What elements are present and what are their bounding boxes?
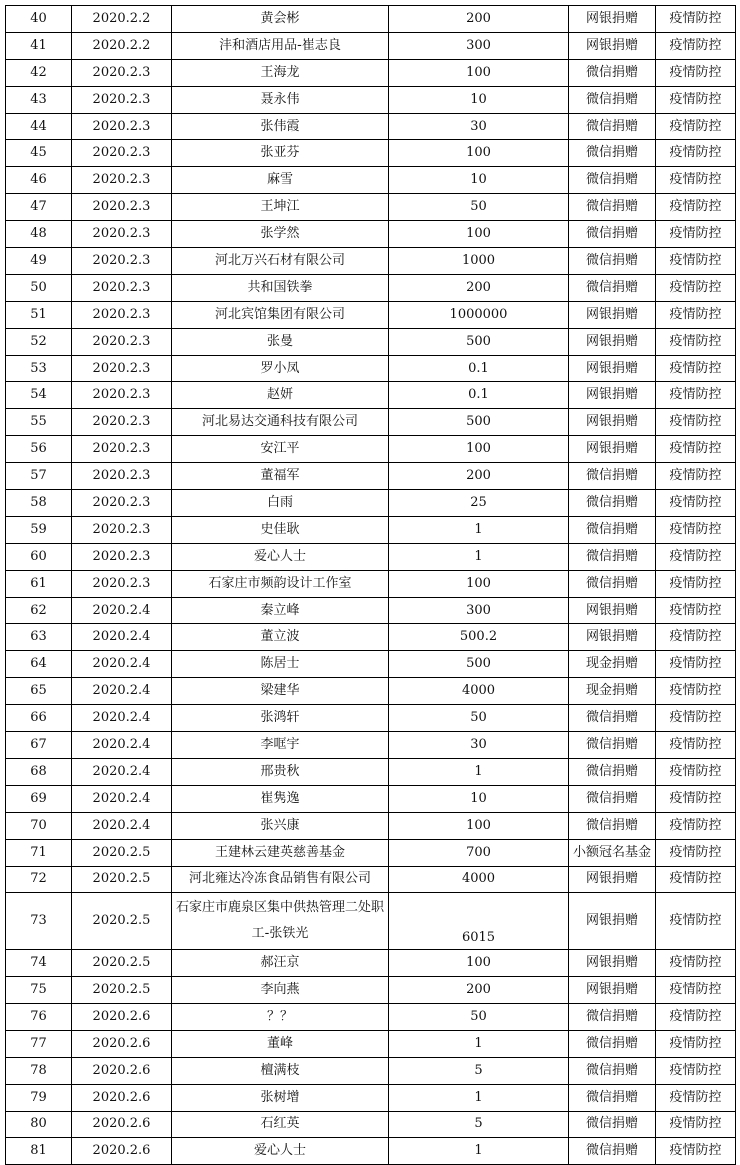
donation-purpose: 疫情防控 [656,194,736,221]
donation-purpose: 疫情防控 [656,516,736,543]
row-number: 41 [6,32,72,59]
donation-purpose: 疫情防控 [656,1030,736,1057]
row-number: 71 [6,839,72,866]
donation-amount: 50 [389,1003,569,1030]
row-number: 70 [6,812,72,839]
table-row [6,194,736,221]
donation-purpose: 疫情防控 [656,785,736,812]
donation-purpose: 疫情防控 [656,732,736,759]
row-number: 50 [6,274,72,301]
table-row [6,328,736,355]
donation-method: 网银捐赠 [569,950,656,977]
donation-amount: 100 [389,59,569,86]
row-number: 74 [6,950,72,977]
table-row [6,1003,736,1030]
donation-method: 微信捐赠 [569,1057,656,1084]
donation-amount: 100 [389,950,569,977]
row-number: 59 [6,516,72,543]
donation-date: 2020.2.4 [72,758,172,785]
table-row [6,543,736,570]
donation-date: 2020.2.3 [72,113,172,140]
donation-method: 微信捐赠 [569,1084,656,1111]
donation-purpose: 疫情防控 [656,436,736,463]
table-row [6,516,736,543]
donation-date: 2020.2.5 [72,839,172,866]
donor-name: 安江平 [172,436,389,463]
row-number: 60 [6,543,72,570]
donation-purpose: 疫情防控 [656,1111,736,1138]
donation-purpose: 疫情防控 [656,624,736,651]
donation-method: 微信捐赠 [569,140,656,167]
donation-date: 2020.2.6 [72,1084,172,1111]
donation-amount: 300 [389,32,569,59]
donation-method: 网银捐赠 [569,328,656,355]
donation-date: 2020.2.6 [72,1111,172,1138]
table-row [6,705,736,732]
donation-purpose: 疫情防控 [656,167,736,194]
table-row [6,1138,736,1165]
donor-name: 张曼 [172,328,389,355]
donation-method: 网银捐赠 [569,977,656,1004]
donor-name: 张鸿轩 [172,705,389,732]
donation-date: 2020.2.4 [72,732,172,759]
table-row [6,732,736,759]
donor-name: 李哐宇 [172,732,389,759]
donation-date: 2020.2.3 [72,328,172,355]
table-row [6,1084,736,1111]
donor-name: 河北雍达冷冻食品销售有限公司 [172,866,389,893]
table-row [6,1111,736,1138]
donor-name: 张兴康 [172,812,389,839]
donation-method: 微信捐赠 [569,1003,656,1030]
donation-amount: 10 [389,785,569,812]
row-number: 47 [6,194,72,221]
donation-date: 2020.2.4 [72,651,172,678]
row-number: 72 [6,866,72,893]
donation-purpose: 疫情防控 [656,301,736,328]
row-number: 49 [6,248,72,275]
row-number: 79 [6,1084,72,1111]
donor-name: 王坤江 [172,194,389,221]
donation-amount: 100 [389,436,569,463]
donor-name: ？？ [172,1003,389,1030]
donation-date: 2020.2.3 [72,167,172,194]
donation-date: 2020.2.6 [72,1030,172,1057]
donor-name: 麻雪 [172,167,389,194]
donation-method: 微信捐赠 [569,570,656,597]
donation-date: 2020.2.5 [72,866,172,893]
row-number: 48 [6,221,72,248]
donation-method: 微信捐赠 [569,516,656,543]
donation-purpose: 疫情防控 [656,382,736,409]
table-row [6,758,736,785]
donation-date: 2020.2.3 [72,274,172,301]
donor-name: 檀满枝 [172,1057,389,1084]
donation-purpose: 疫情防控 [656,1057,736,1084]
donation-method: 网银捐赠 [569,355,656,382]
donor-name: 黄会彬 [172,6,389,33]
donation-method: 网银捐赠 [569,32,656,59]
table-row [6,866,736,893]
donor-name: 张亚芬 [172,140,389,167]
donation-purpose: 疫情防控 [656,328,736,355]
donor-name: 董立波 [172,624,389,651]
donation-date: 2020.2.3 [72,543,172,570]
table-row [6,570,736,597]
donation-date: 2020.2.4 [72,705,172,732]
donation-amount: 100 [389,812,569,839]
donation-date: 2020.2.2 [72,32,172,59]
donor-name: 石家庄市鹿泉区集中供热管理二处职工-张铁光 [172,893,389,950]
donation-purpose: 疫情防控 [656,86,736,113]
row-number: 69 [6,785,72,812]
donation-purpose: 疫情防控 [656,59,736,86]
donation-amount: 4000 [389,866,569,893]
donation-method: 网银捐赠 [569,436,656,463]
row-number: 54 [6,382,72,409]
table-row [6,678,736,705]
donation-method: 微信捐赠 [569,194,656,221]
donation-purpose: 疫情防控 [656,409,736,436]
table-row [6,1030,736,1057]
donation-method: 微信捐赠 [569,1111,656,1138]
donation-purpose: 疫情防控 [656,651,736,678]
row-number: 43 [6,86,72,113]
donation-amount: 50 [389,705,569,732]
donation-method: 网银捐赠 [569,382,656,409]
donation-purpose: 疫情防控 [656,32,736,59]
donor-name: 河北宾馆集团有限公司 [172,301,389,328]
donation-amount: 500 [389,328,569,355]
donation-purpose: 疫情防控 [656,6,736,33]
donation-date: 2020.2.3 [72,140,172,167]
table-row [6,490,736,517]
table-row [6,409,736,436]
donation-purpose: 疫情防控 [656,893,736,950]
donation-method: 微信捐赠 [569,167,656,194]
donation-amount: 1 [389,1084,569,1111]
donation-amount: 25 [389,490,569,517]
donation-amount: 200 [389,274,569,301]
donation-method: 微信捐赠 [569,705,656,732]
donor-name: 张伟霞 [172,113,389,140]
donation-date: 2020.2.3 [72,516,172,543]
donation-purpose: 疫情防控 [656,866,736,893]
donation-purpose: 疫情防控 [656,705,736,732]
donation-method: 微信捐赠 [569,812,656,839]
donation-date: 2020.2.3 [72,221,172,248]
donation-date: 2020.2.3 [72,409,172,436]
table-row [6,812,736,839]
donation-amount: 50 [389,194,569,221]
table-row [6,355,736,382]
row-number: 46 [6,167,72,194]
donor-name: 共和国铁拳 [172,274,389,301]
row-number: 77 [6,1030,72,1057]
donor-name: 董峰 [172,1030,389,1057]
donation-method: 微信捐赠 [569,1030,656,1057]
donor-name: 邢贵秋 [172,758,389,785]
donation-date: 2020.2.3 [72,301,172,328]
donation-amount: 100 [389,221,569,248]
donation-date: 2020.2.5 [72,950,172,977]
donor-name: 史佳耿 [172,516,389,543]
donor-name: 陈居士 [172,651,389,678]
donation-amount: 0.1 [389,355,569,382]
donation-method: 网银捐赠 [569,409,656,436]
row-number: 44 [6,113,72,140]
donation-amount: 500.2 [389,624,569,651]
donation-date: 2020.2.3 [72,59,172,86]
donation-purpose: 疫情防控 [656,463,736,490]
table-row [6,301,736,328]
donor-name: 董福军 [172,463,389,490]
donation-purpose: 疫情防控 [656,570,736,597]
row-number: 68 [6,758,72,785]
donor-name: 李向燕 [172,977,389,1004]
donation-amount: 200 [389,6,569,33]
donation-date: 2020.2.4 [72,678,172,705]
donation-purpose: 疫情防控 [656,812,736,839]
donation-amount: 0.1 [389,382,569,409]
table-row [6,839,736,866]
donation-purpose: 疫情防控 [656,355,736,382]
row-number: 78 [6,1057,72,1084]
row-number: 65 [6,678,72,705]
donor-name: 王海龙 [172,59,389,86]
row-number: 64 [6,651,72,678]
table-row [6,274,736,301]
row-number: 45 [6,140,72,167]
donation-amount: 500 [389,651,569,678]
donation-method: 现金捐赠 [569,651,656,678]
donor-name: 爱心人士 [172,543,389,570]
row-number: 40 [6,6,72,33]
table-row [6,221,736,248]
donation-amount: 10 [389,86,569,113]
donor-name: 张学然 [172,221,389,248]
row-number: 80 [6,1111,72,1138]
row-number: 55 [6,409,72,436]
table-row [6,86,736,113]
donation-purpose: 疫情防控 [656,248,736,275]
donation-purpose: 疫情防控 [656,839,736,866]
row-number: 58 [6,490,72,517]
donation-method: 微信捐赠 [569,113,656,140]
donation-date: 2020.2.2 [72,6,172,33]
donation-method: 微信捐赠 [569,86,656,113]
donation-date: 2020.2.3 [72,86,172,113]
table-row [6,382,736,409]
donation-amount: 100 [389,570,569,597]
donation-method: 微信捐赠 [569,1138,656,1165]
donor-name: 王建林云建英慈善基金 [172,839,389,866]
table-row [6,113,736,140]
table-row [6,785,736,812]
donation-rows [6,6,736,1165]
donor-name: 张树增 [172,1084,389,1111]
donation-purpose: 疫情防控 [656,678,736,705]
row-number: 62 [6,597,72,624]
donation-date: 2020.2.4 [72,597,172,624]
donation-purpose: 疫情防控 [656,140,736,167]
donation-method: 微信捐赠 [569,248,656,275]
donor-name: 石家庄市频韵设计工作室 [172,570,389,597]
table-row [6,59,736,86]
row-number: 56 [6,436,72,463]
donor-name: 郝汪京 [172,950,389,977]
table-row [6,893,736,950]
table-row [6,140,736,167]
row-number: 73 [6,893,72,950]
donation-amount: 1000000 [389,301,569,328]
donation-purpose: 疫情防控 [656,1003,736,1030]
table-row [6,651,736,678]
row-number: 67 [6,732,72,759]
donation-amount: 300 [389,597,569,624]
donation-date: 2020.2.3 [72,194,172,221]
table-row [6,436,736,463]
donation-date: 2020.2.5 [72,977,172,1004]
donation-table [5,5,736,1165]
donation-amount: 6015 [389,893,569,950]
donation-date: 2020.2.3 [72,382,172,409]
donation-amount: 200 [389,977,569,1004]
row-number: 75 [6,977,72,1004]
donation-purpose: 疫情防控 [656,977,736,1004]
row-number: 53 [6,355,72,382]
table-row [6,463,736,490]
row-number: 52 [6,328,72,355]
donation-purpose: 疫情防控 [656,758,736,785]
donor-name: 河北万兴石材有限公司 [172,248,389,275]
donation-purpose: 疫情防控 [656,221,736,248]
donation-amount: 1000 [389,248,569,275]
donation-method: 现金捐赠 [569,678,656,705]
donation-purpose: 疫情防控 [656,1084,736,1111]
donation-amount: 4000 [389,678,569,705]
donor-name: 河北易达交通科技有限公司 [172,409,389,436]
table-row [6,248,736,275]
donation-amount: 30 [389,113,569,140]
donation-purpose: 疫情防控 [656,274,736,301]
row-number: 51 [6,301,72,328]
donation-method: 网银捐赠 [569,597,656,624]
donation-amount: 30 [389,732,569,759]
donation-amount: 1 [389,758,569,785]
donation-method: 网银捐赠 [569,6,656,33]
donor-name: 白雨 [172,490,389,517]
donation-method: 网银捐赠 [569,893,656,950]
donation-method: 微信捐赠 [569,732,656,759]
row-number: 63 [6,624,72,651]
donation-amount: 5 [389,1057,569,1084]
donation-amount: 1 [389,543,569,570]
donation-amount: 1 [389,1138,569,1165]
row-number: 42 [6,59,72,86]
donor-name: 爱心人士 [172,1138,389,1165]
table-row [6,624,736,651]
row-number: 57 [6,463,72,490]
donation-purpose: 疫情防控 [656,490,736,517]
donation-amount: 700 [389,839,569,866]
donation-amount: 200 [389,463,569,490]
donation-date: 2020.2.3 [72,436,172,463]
donation-amount: 1 [389,516,569,543]
donation-amount: 500 [389,409,569,436]
table-row [6,597,736,624]
donor-name: 梁建华 [172,678,389,705]
donation-date: 2020.2.3 [72,248,172,275]
donation-date: 2020.2.6 [72,1138,172,1165]
donation-amount: 100 [389,140,569,167]
donation-date: 2020.2.3 [72,570,172,597]
donation-method: 微信捐赠 [569,543,656,570]
donation-date: 2020.2.3 [72,463,172,490]
table-row [6,167,736,194]
donor-name: 秦立峰 [172,597,389,624]
donation-method: 微信捐赠 [569,758,656,785]
donation-purpose: 疫情防控 [656,113,736,140]
donation-method: 微信捐赠 [569,463,656,490]
donation-date: 2020.2.4 [72,812,172,839]
donation-date: 2020.2.4 [72,624,172,651]
table-row [6,1057,736,1084]
donor-name: 罗小凤 [172,355,389,382]
row-number: 66 [6,705,72,732]
donation-amount: 10 [389,167,569,194]
donation-method: 微信捐赠 [569,785,656,812]
donor-name: 聂永伟 [172,86,389,113]
table-row [6,6,736,33]
donation-purpose: 疫情防控 [656,1138,736,1165]
table-row [6,977,736,1004]
donation-date: 2020.2.3 [72,490,172,517]
donation-date: 2020.2.3 [72,355,172,382]
donation-method: 网银捐赠 [569,624,656,651]
donation-date: 2020.2.6 [72,1057,172,1084]
donation-date: 2020.2.5 [72,893,172,950]
donation-method: 微信捐赠 [569,490,656,517]
donation-purpose: 疫情防控 [656,950,736,977]
donation-date: 2020.2.6 [72,1003,172,1030]
donation-method: 微信捐赠 [569,274,656,301]
donation-purpose: 疫情防控 [656,597,736,624]
donor-name: 崔隽逸 [172,785,389,812]
donor-name: 石红英 [172,1111,389,1138]
donor-name: 沣和酒店用品-崔志良 [172,32,389,59]
donation-purpose: 疫情防控 [656,543,736,570]
table-row [6,32,736,59]
donation-method: 微信捐赠 [569,221,656,248]
table-row [6,950,736,977]
donation-amount: 5 [389,1111,569,1138]
donation-amount: 1 [389,1030,569,1057]
donation-method: 网银捐赠 [569,866,656,893]
donor-name: 赵妍 [172,382,389,409]
donation-method: 小额冠名基金 [569,839,656,866]
row-number: 81 [6,1138,72,1165]
donation-date: 2020.2.4 [72,785,172,812]
row-number: 61 [6,570,72,597]
row-number: 76 [6,1003,72,1030]
donation-method: 微信捐赠 [569,59,656,86]
donation-method: 网银捐赠 [569,301,656,328]
